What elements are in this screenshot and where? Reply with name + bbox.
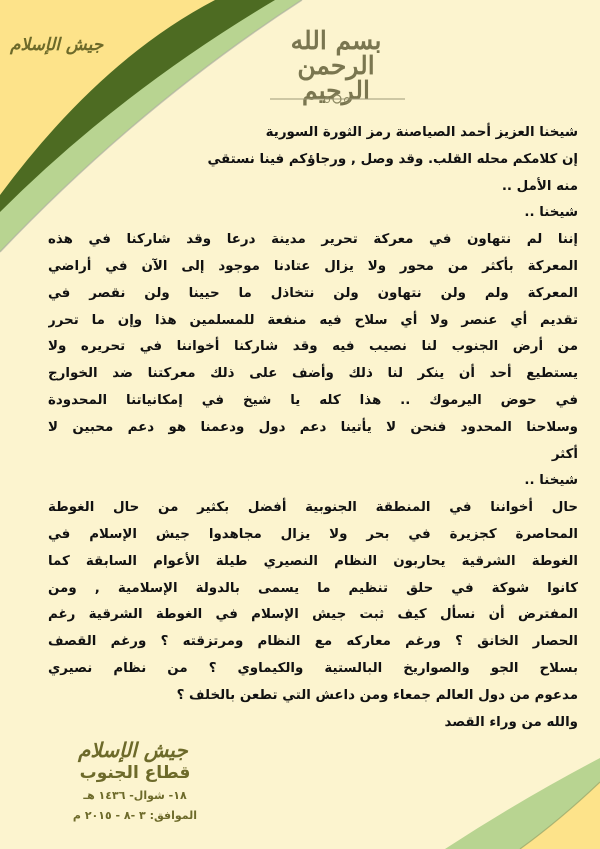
letter-line: حال أخواننا في المنطقة الجنوبية أفضل بكثير من حال الغوطة [48,500,578,516]
letter-line: في حوض اليرموك .. هذا كله يا شيخ في إمكانياتنا المحدودة [48,392,578,408]
bismillah-calligraphy: بسم الله الرحمن الرحيم [290,26,382,105]
army-logo-bottom: جيش الإسلام [78,738,188,762]
letter-line: المعركة ولم ولن نتهاون ولن نتخاذل ما حيينا ولن نقصر في [48,285,578,301]
ornament-divider [265,93,410,105]
letter-line: من أرض الجنوب لنا نصيب فيه وقد شاركنا أخواننا في تحريره ولا [48,339,578,355]
letter-line: المحاصرة كجزيرة في بحر ولا يزال مجاهدوا جيش الإسلام في [48,526,578,542]
letter-line: شيخنا .. [524,205,578,221]
letter-line: مدعوم من دول العالم جمعاء ومن داعش التي تطعن بالخلف ؟ [176,687,578,703]
letter-line: المفترض أن نسأل كيف ثبت جيش الإسلام في الغوطة الشرقية رغم [48,607,578,623]
signature-block [60,760,210,826]
letter-line: إننا لم نتهاون في معركة تحرير مدينة درعا وقد شاركنا في هذه [48,232,578,248]
letter-line: شيخنا العزيز أحمد الصياصنة رمز الثورة السورية [265,125,578,140]
letter-line: منه الأمل .. [501,178,578,194]
gregorian-date: الموافق: ٣ -٨ - ٢٠١٥ م [72,809,198,822]
letter-line: الغوطة الشرقية يحاربون النظام النصيري طيلة الأعوام السابقة كما [48,553,578,569]
letter-line: إن كلامكم محله القلب. وقد وصل , ورجاؤكم فينا نستقي [207,151,578,167]
hijri-date: ١٨- شوال- ١٤٣٦ هـ [83,789,187,802]
letter-line: كانوا شوكة في حلق تنظيم ما يسمى بالدولة الإسلامية , ومن [48,580,578,596]
letter-line: يستطيع أحد أن ينكر لنا ذلك وأضف على ذلك معركتنا ضد الخوارج [48,366,578,382]
letter-line: والله من وراء القصد [444,714,578,730]
letter-body [48,120,578,736]
army-logo-top: جيش الإسلام [10,35,104,55]
letter-line: أكثر [551,446,578,462]
letter-line: تقديم أي عنصر ولا أي سلاح فيه منفعة للمسلمين هذا وإن ما تحرر [48,312,578,328]
letter-line: وسلاحنا المحدود فنحن لا يأتينا دعم دول ودعمنا هو دعم محبين لا [48,419,578,435]
sector-name: قطاع الجنوب [79,763,191,783]
letter-line: شيخنا .. [524,473,578,489]
letter-line: المعركة بأكثر من محور ولا يزال عتادنا موجود إلى الآن في أراضي [48,258,578,274]
letter-line: الحصار الخانق ؟ ورغم معاركه مع النظام ومرتزقته ؟ ورغم القصف [48,634,578,650]
letter-line: بسلاح الجو والصواريخ البالستية والكيماوي ؟ من نظام نصيري [48,660,578,676]
